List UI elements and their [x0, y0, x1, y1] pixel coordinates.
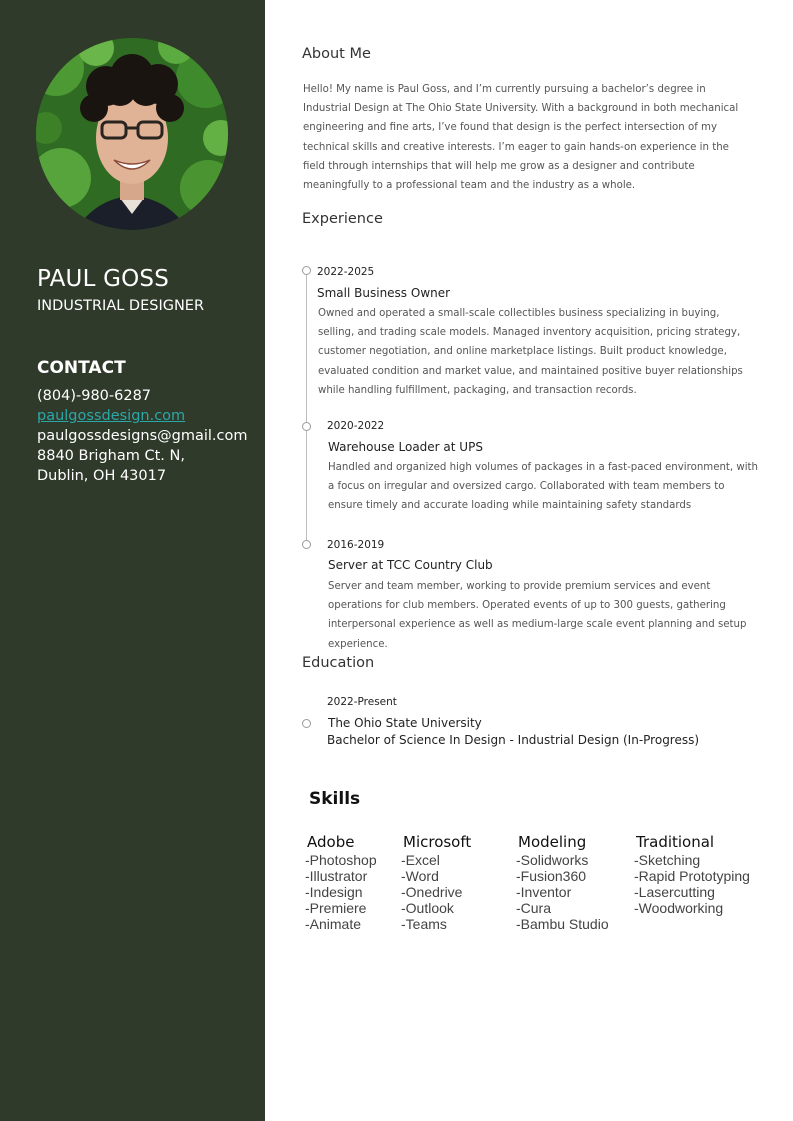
education-dot — [302, 719, 311, 728]
experience-dates: 2016-2019 — [327, 539, 385, 551]
education-degree: Bachelor of Science In Design - Industrial Design (In-Progress) — [327, 733, 700, 747]
skill-column-title: Microsoft — [403, 833, 472, 851]
timeline-dot — [302, 266, 311, 275]
profile-name: PAUL GOSS — [37, 266, 170, 292]
contact-address-line2: Dublin, OH 43017 — [37, 468, 167, 484]
contact-address-line1: 8840 Brigham Ct. N, — [37, 448, 185, 464]
skill-column-modeling — [516, 833, 609, 932]
contact-phone: (804)-980-6287 — [37, 388, 152, 404]
skill-column-traditional — [634, 833, 750, 916]
skill-item: -Excel — [401, 852, 440, 868]
skill-column-title: Adobe — [307, 833, 355, 851]
timeline-dot — [302, 422, 311, 431]
skill-item: -Cura — [516, 900, 552, 916]
timeline-dot — [302, 540, 311, 549]
skill-item: -Fusion360 — [516, 868, 587, 884]
experience-dates: 2022-2025 — [317, 266, 375, 278]
skill-column-adobe — [305, 833, 377, 932]
education-school: The Ohio State University — [328, 716, 482, 730]
timeline-line — [306, 273, 307, 545]
about-heading: About Me — [302, 46, 371, 62]
avatar — [36, 38, 228, 230]
profile-photo — [36, 38, 228, 230]
experience-title: Small Business Owner — [317, 286, 451, 300]
skill-item: -Inventor — [516, 884, 572, 900]
skill-item: -Teams — [401, 916, 447, 932]
skill-item: -Indesign — [305, 884, 363, 900]
skill-item: -Rapid Prototyping — [634, 868, 750, 884]
experience-description: Owned and operated a small-scale collectibles business specializing in buying, selling, and trading scale models. Managed inventory acquisition, pricing strategy, customer negotiation, and online marketplace listings. Built product knowledge, evaluated condition and market value, and maintained positive buyer relationships while handling fulfillment, packaging, and transaction records. — [318, 308, 743, 396]
skill-item: -Outlook — [401, 900, 454, 916]
skill-column-title: Modeling — [518, 833, 587, 851]
experience-heading: Experience — [302, 211, 383, 227]
education-heading: Education — [302, 655, 375, 671]
skill-item: -Solidworks — [516, 852, 589, 868]
skill-column-microsoft — [401, 833, 471, 932]
contact-email: paulgossdesigns@gmail.com — [37, 428, 248, 444]
experience-dates: 2020-2022 — [327, 420, 385, 432]
skill-item: -Sketching — [634, 852, 701, 868]
skill-item: -Illustrator — [305, 868, 368, 884]
experience-title: Server at TCC Country Club — [328, 558, 493, 572]
experience-description: Server and team member, working to provide premium services and event operations for club members. Operated events of up to 300 guests, gathering interpersonal experience as well as medium-large scale event planning and setup experience. — [328, 581, 747, 650]
contact-heading: CONTACT — [37, 358, 126, 378]
skill-item: -Bambu Studio — [516, 916, 609, 932]
skill-item: -Word — [401, 868, 439, 884]
education-dates: 2022-Present — [327, 696, 397, 708]
experience-title: Warehouse Loader at UPS — [328, 440, 483, 454]
skill-column-title: Traditional — [636, 833, 715, 851]
about-text: Hello! My name is Paul Goss, and I’m currently pursuing a bachelor’s degree in Industrial Design at The Ohio State University. With a background in both mechanical engineering and fine arts, I’ve found that design is the perfect intersection of my technical skills and creative interests. I’m eager to gain hands-on experience in the field through internships that will help me grow as a designer and contribute meaningfully to a professional team and the industry as a whole. — [303, 84, 739, 192]
contact-website-link[interactable]: paulgossdesign.com — [37, 408, 186, 424]
skill-item: -Photoshop — [305, 852, 377, 868]
skill-item: -Onedrive — [401, 884, 463, 900]
skills-heading: Skills — [309, 789, 361, 809]
sidebar — [0, 0, 265, 1121]
skill-item: -Animate — [305, 916, 362, 932]
skill-item: -Woodworking — [634, 900, 724, 916]
skill-item: -Lasercutting — [634, 884, 715, 900]
profile-role: INDUSTRIAL DESIGNER — [37, 298, 205, 314]
experience-description: Handled and organized high volumes of packages in a fast-paced environment, with a focus on irregular and oversized cargo. Collaborated with team members to ensure timely and accurate loading while maintaining safety standards — [328, 462, 759, 512]
skill-item: -Premiere — [305, 900, 367, 916]
